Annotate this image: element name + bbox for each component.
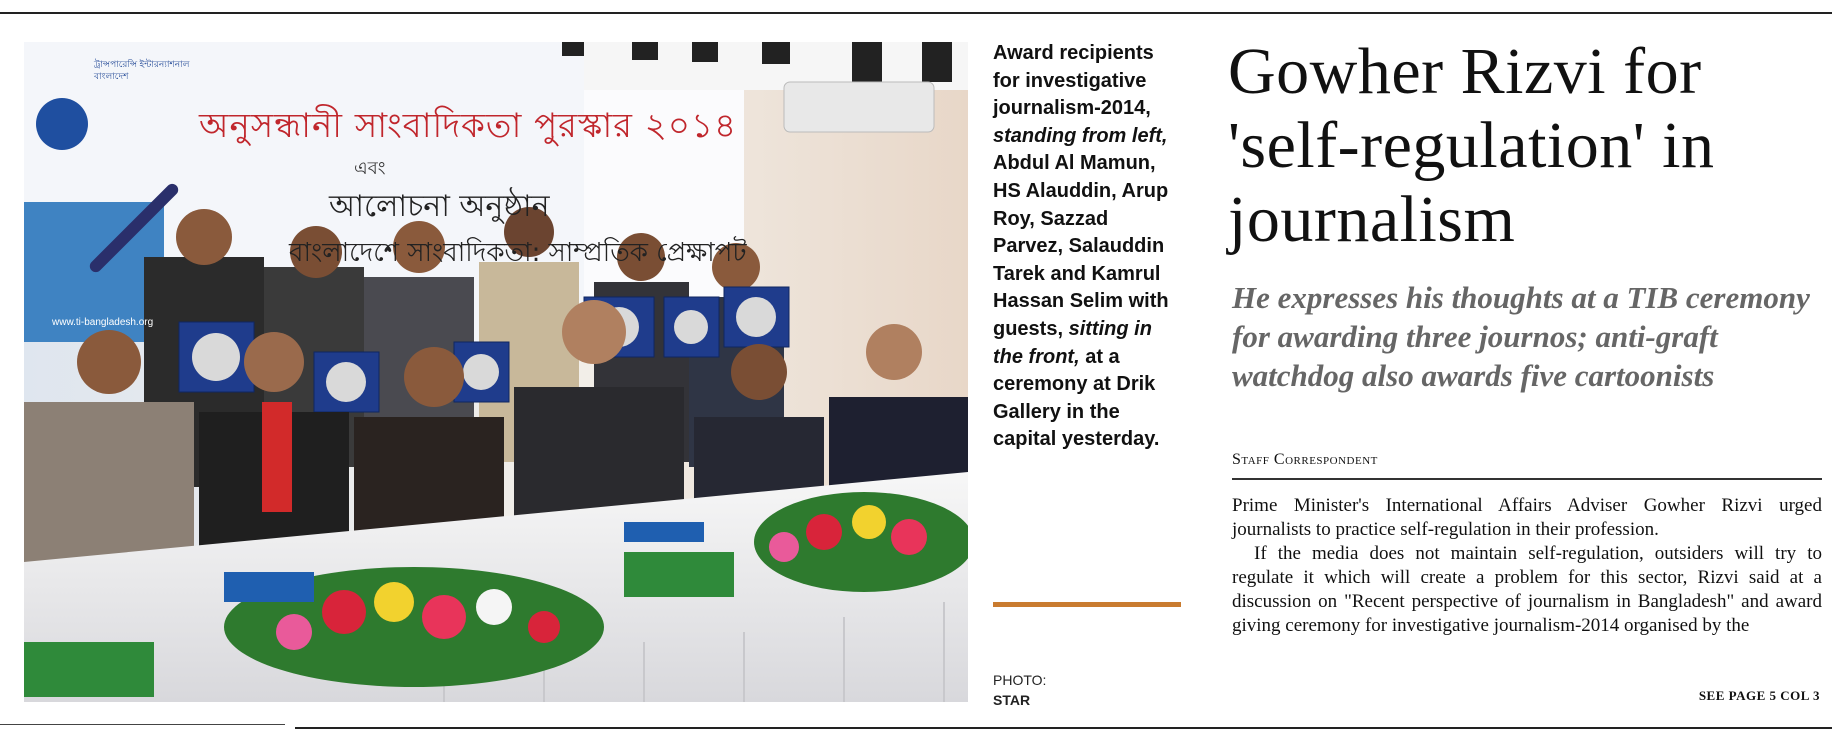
article-body (1232, 494, 1822, 638)
article-paragraph-2: If the media does not maintain self-regulation, outsiders will try to regulate it which will create a problem for this sector, Rizvi said at a discussion on "Recent perspective of journalism in Bangladesh" and award giving ceremony for investigative journalism-2014 organised by the (1232, 543, 1822, 636)
photo-credit-source: STAR (993, 692, 1031, 708)
continuation-link[interactable]: SEE PAGE 5 COL 3 (1698, 688, 1820, 703)
caption-part-2: standing from left, (993, 124, 1168, 147)
top-rule (0, 12, 1832, 14)
caption-divider (993, 602, 1181, 607)
bottom-rule-right (295, 727, 1832, 729)
banner-logo-text: ট্রান্সপারেন্সি ইন্টারন্যাশনাল বাংলাদেশ (94, 59, 190, 81)
caption-part-4: sitting in the front, (993, 317, 1152, 368)
caption-part-5: at a ceremony at Drik Gallery in the capital yesterday. (993, 345, 1160, 451)
photo-credit-label: PHOTO: (993, 672, 1047, 688)
photo-credit (993, 670, 1046, 710)
article-paragraph-1: Prime Minister's International Affairs Adviser Gowher Rizvi urged journalists to practice self-regulation in their profession. (1232, 495, 1822, 540)
event-photo (24, 42, 968, 702)
bottom-rule-left (0, 724, 285, 725)
banner-conjunction: এবং (354, 158, 386, 179)
caption-part-1: Award recipients for investigative journalism-2014, (993, 42, 1154, 120)
byline-text: Staff Correspondent (1232, 451, 1378, 468)
article-subhead: He expresses his thoughts at a TIB ceremony for awarding three journos; anti-graft watchdog also awards five cartoonists (1232, 280, 1810, 393)
caption-part-3: Abdul Al Mamun, HS Alauddin, Arup Roy, Sazzad Parvez, Salauddin Tarek and Kamrul Hassan Selim with guests, (993, 152, 1169, 340)
banner-title: অনুসন্ধানী সাংবাদিকতা পুরস্কার ২০১৪ (199, 106, 738, 146)
banner-url: www.ti-bangladesh.org (52, 317, 154, 328)
photo-caption (993, 40, 1183, 454)
byline-rule (1232, 478, 1822, 480)
article-headline: Gowher Rizvi for 'self-regulation' in journalism (1228, 35, 1715, 256)
article-byline (1232, 451, 1378, 469)
banner-subtitle: আলোচনা অনুষ্ঠান (329, 189, 550, 224)
banner-topic: বাংলাদেশে সাংবাদিকতা: সাম্প্রতিক প্রেক্ষাপট (289, 238, 747, 268)
